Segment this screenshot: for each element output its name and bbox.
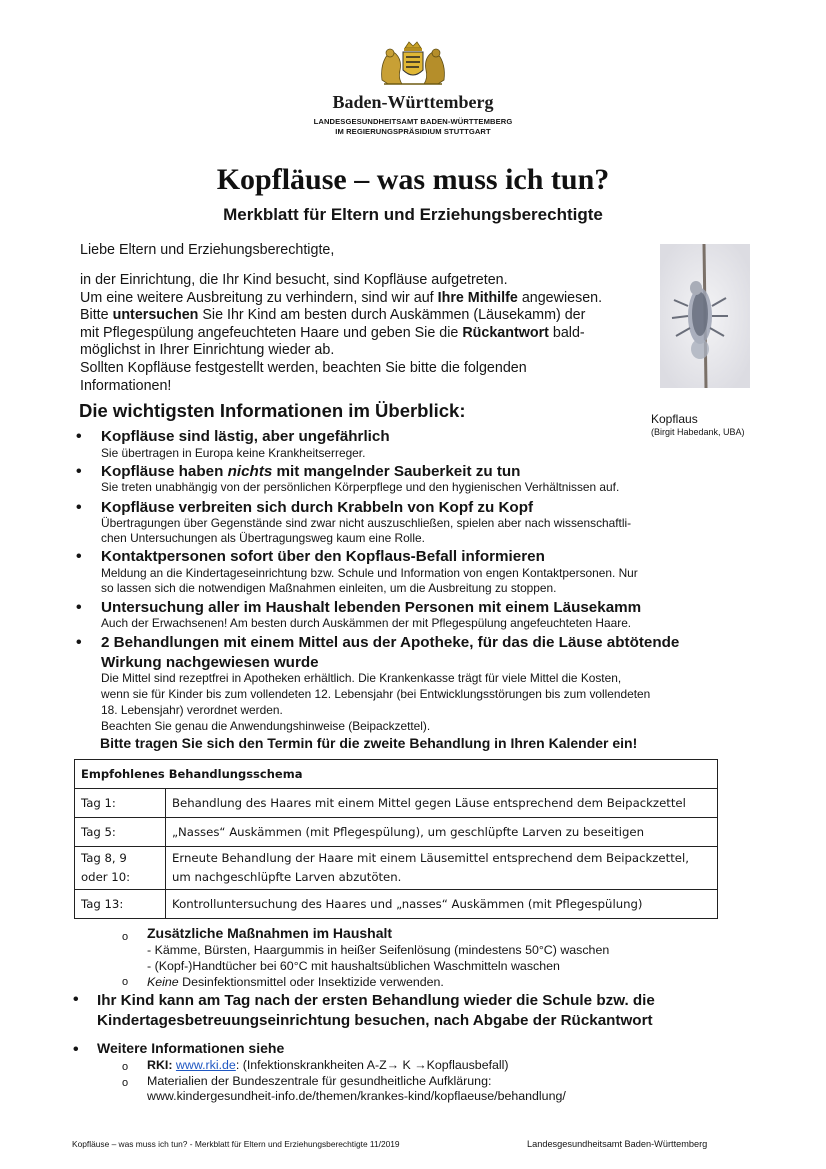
footer-left: Kopfläuse – was muss ich tun? - Merkblatt für Eltern und Erziehungsberechtigte 11/2019 [72,1139,400,1149]
item-spread-text: Übertragungen über Gegenstände sind zwar nicht auszuschließen, spielen aber nach wissenschaftli- chen Untersuchungen als Übertragungsweg kaum eine Rolle. [101,516,632,545]
item-harmless-text: Sie übertragen in Europa keine Krankheitserreger. [101,446,366,460]
circle-bullet-icon: o [122,1077,129,1089]
extra-measures-line: - Kämme, Bürsten, Haargummis in heißer Seifenlösung (mindestens 50°C) waschen [147,943,610,957]
footer-right: Landesgesundheitsamt Baden-Württemberg [527,1139,708,1149]
item-treatment-text: Die Mittel sind rezeptfrei in Apotheken erhältlich. Die Krankenkasse trägt für viele Mittel die Kosten, wenn sie für Kinder bis zum vollendeten 12. Lebensjahr (bei Entwicklungsstörungen bis zum vollendeten 18. Lebensjahr) verordnet werden. Beachten Sie genau die Anwendungshinweise (Beipackzettel). [101,671,651,733]
circle-bullet-icon: o [122,1061,129,1073]
bullet-icon: • [76,634,82,651]
bzga-reference: Materialien der Bundeszentrale für gesundheitliche Aufklärung: www.kindergesundheit-info.de/themen/krankes-kind/kopflaeuse/behandlung/ [147,1074,566,1103]
table-row: Tag 5: „Nasses“ Auskämmen (mit Pflegespülung), um geschlüpfte Larven zu beseitigen [75,818,718,847]
overview-heading: Die wichtigsten Informationen im Überblick: [79,400,466,421]
table-row: Tag 13: Kontrolluntersuchung des Haares und „nasses“ Auskämmen (mit Pflegespülung) [75,890,718,919]
table-row: Tag 1: Behandlung des Haares mit einem Mittel gegen Läuse entsprechend dem Beipackzettel [75,789,718,818]
bullet-icon: • [73,1041,79,1058]
item-contacts-text: Meldung an die Kindertageseinrichtung bzw. Schule und Information von engen Kontaktpersonen. Nur so lassen sich die notwendigen Maßnahmen einleiten, um die Ausbreitung zu stoppen. [101,566,638,595]
item-contacts-heading: Kontaktpersonen sofort über den Kopflaus-Befall informieren [101,548,545,565]
photo-caption: Kopflaus [651,412,698,426]
greeting: Liebe Eltern und Erziehungsberechtigte, [80,242,335,258]
rki-link[interactable]: www.rki.de [175,1058,236,1072]
calendar-reminder: Bitte tragen Sie sich den Termin für die zweite Behandlung in Ihren Kalender ein! [100,735,638,751]
page-title: Kopfläuse – was muss ich tun? [216,163,610,196]
photo-credit: (Birgit Habedank, UBA) [651,427,745,437]
item-household-text: Auch der Erwachsenen! Am besten durch Auskämmen der mit Pflegespülung angefeuchteten Haare. [101,616,632,630]
extra-measures-line: - (Kopf-)Handtücher bei 60°C mit haushaltsüblichen Waschmitteln waschen [147,959,560,973]
item-harmless-heading: Kopfläuse sind lästig, aber ungefährlich [101,428,390,445]
item-cleanliness-text: Sie treten unabhängig von der persönlichen Körperpflege und den hygienischen Verhältnissen auf. [101,480,620,494]
extra-measures-line: Keine Desinfektionsmittel oder Insektizide verwenden. [147,975,444,989]
more-info-heading: Weitere Informationen siehe [97,1040,285,1056]
item-treatment-heading: 2 Behandlungen mit einem Mittel aus der Apotheke, für das die Läuse abtötende Wirkung nachgewiesen wurde [101,634,680,671]
agency-name: LANDESGESUNDHEITSAMT BADEN-WÜRTTEMBERG IM REGIERUNGSPRÄSIDIUM STUTTGART [313,117,513,136]
bullet-icon: • [76,499,82,516]
circle-bullet-icon: o [122,931,129,943]
bullet-icon: • [76,463,82,480]
head-louse-photo [660,244,750,388]
rki-reference: RKI: www.rki.de: (Infektionskrankheiten A-Z→ K →Kopflausbefall) [147,1058,509,1072]
circle-bullet-icon: o [122,976,129,988]
bullet-icon: • [76,428,82,445]
item-household-heading: Untersuchung aller im Haushalt lebenden Personen mit einem Läusekamm [101,599,642,616]
extra-measures-heading: Zusätzliche Maßnahmen im Haushalt [147,925,393,941]
bullet-icon: • [73,991,79,1008]
page-subtitle: Merkblatt für Eltern und Erziehungsberechtigte [223,205,603,224]
item-spread-heading: Kopfläuse verbreiten sich durch Krabbeln von Kopf zu Kopf [101,499,534,516]
school-return-text: Ihr Kind kann am Tag nach der ersten Behandlung wieder die Schule bzw. die Kindertagesbetreuungseinrichtung besuchen, nach Abgabe der Rückantwort [97,992,655,1029]
table-heading: Empfohlenes Behandlungsschema [75,760,718,789]
item-cleanliness-heading: Kopfläuse haben nichts mit mangelnder Sauberkeit zu tun [101,463,521,480]
intro-text: in der Einrichtung, die Ihr Kind besucht, sind Kopfläuse aufgetreten. Um eine weitere Ausbreitung zu verhindern, sind wir auf Ihre Mithilfe angewiesen. Bitte untersuchen Sie Ihr Kind am besten durch Auskämmen (Läusekamm) der mit Pflegespülung angefeuchteten Haare und geben Sie die Rückantwort bald- möglichst in Ihrer Einrichtung wieder ab. Sollten Kopfläuse festgestellt werden, beachten Sie bitte die folgenden Informationen! [80,272,603,394]
bullet-icon: • [76,548,82,565]
state-name: Baden-Württemberg [332,92,494,112]
bullet-icon: • [76,599,82,616]
table-row: Tag 8, 9 oder 10: Erneute Behandlung der Haare mit einem Läusemittel entsprechend dem Beipackzettel, um nachgeschlüpfte Larven abzutöten. [75,847,718,890]
treatment-schedule-table [74,759,718,919]
coat-of-arms-emblem [376,40,450,88]
